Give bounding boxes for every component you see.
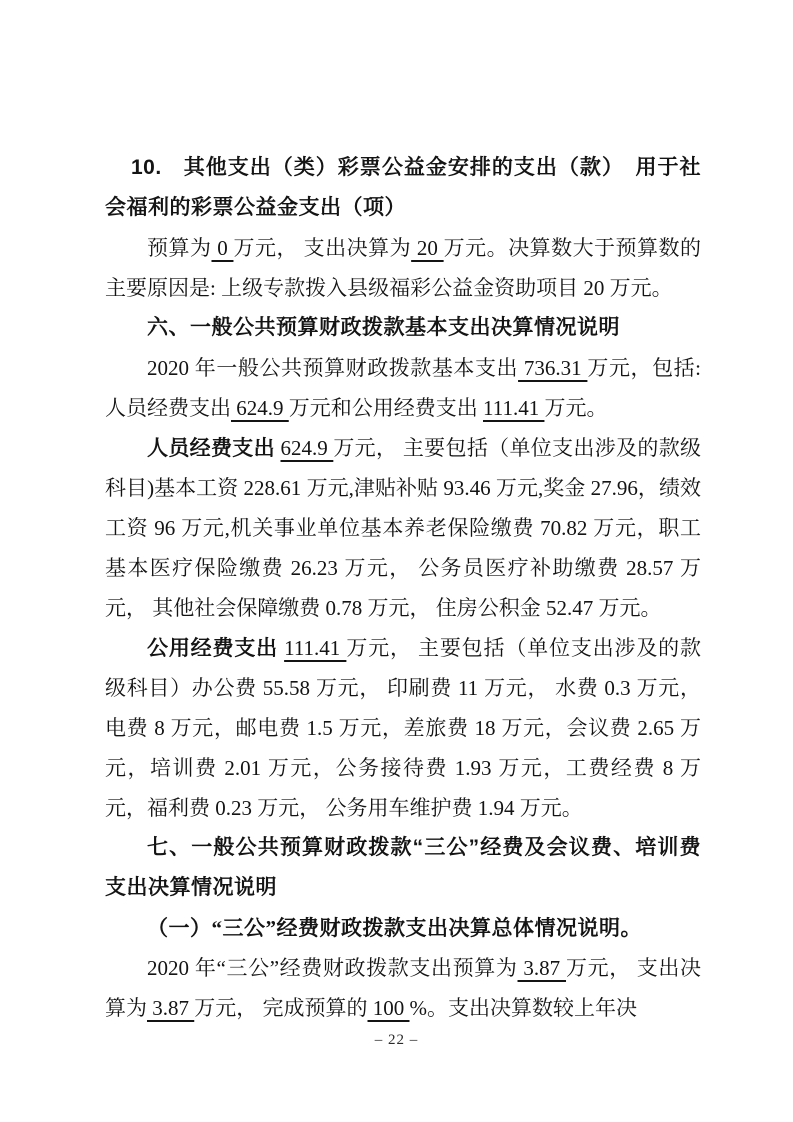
text-run: 2020 年“三公”经费财政拨款支出预算为 [147,956,518,980]
para-budget-vs-final [105,228,701,308]
para-personnel-expenditure [105,428,701,628]
text-run: 万元， 主要包括（单位支出涉及的款级科目)基本工资 228.61 万元,津贴补贴 93.46 万元,奖金 27.96，绩效工资 96 万元,机关事业单位基本养老保险缴费 70.82 万元，职工基本医疗保险缴费 26.23 万元， 公务员医疗补助缴费 28.57 万元， 其他社会保障缴费 0.78 万元， 住房公积金 52.47 万元。 [105,436,702,620]
underlined-value: 3.87 [517,956,567,980]
underlined-value: 0 [211,236,234,260]
text-run: 万元和公用经费支出 [288,396,483,420]
text-run: 预算为 [147,236,212,260]
heading-subsection-1 [105,908,701,948]
text-run: 七、一般公共预算财政拨款“三公”经费及会议费、培训费支出决算情况说明 [105,836,701,899]
underlined-value: 3.87 [147,996,195,1020]
text-run: 公用经费支出 [147,636,285,660]
underlined-value: 100 [367,996,410,1020]
text-run: 万元，包括: 人员经费支出 [105,356,702,420]
text-run: 人员经费支出 [147,436,281,460]
underlined-value: 736.31 [518,356,588,380]
text-run: 10. 其他支出（类）彩票公益金安排的支出（款） 用于社会福利的彩票公益金支出（项） [105,156,701,219]
underlined-value: 111.41 [483,396,545,420]
document-body [105,148,701,1028]
page-number: – 22 – [374,1032,419,1048]
text-run: 万元。 [544,396,608,420]
underlined-value: 111.41 [284,636,347,660]
text-run: 万元， 支出决算为 [233,236,412,260]
heading-item-10 [105,148,701,228]
text-run: （一）“三公”经费财政拨款支出决算总体情况说明。 [147,916,642,940]
underlined-value: 624.9 [231,396,289,420]
text-run: 万元， 完成预算的 [194,996,368,1020]
text-run: 2020 年一般公共预算财政拨款基本支出 [147,356,519,380]
heading-section-7 [105,828,701,908]
para-three-public-expenses [105,948,701,1028]
para-public-expenditure [105,628,701,828]
text-run: 六、一般公共预算财政拨款基本支出决算情况说明 [147,316,620,339]
text-run: 万元。决算数大于预算数的主要原因是: 上级专款拨入县级福彩公益金资助项目 20 万元。 [105,236,702,300]
text-run: 万元， 主要包括（单位支出涉及的款级科目）办公费 55.58 万元， 印刷费 11 万元， 水费 0.3 万元，电费 8 万元，邮电费 1.5 万元，差旅费 18 万元，会议费 2.65 万元，培训费 2.01 万元，公务接待费 1.93 万元，工费经费 8 万元，福利费 0.23 万元， 公务用车维护费 1.94 万元。 [105,636,702,820]
para-basic-expenditure [105,348,701,428]
text-run: 万元， 支出决算为 [105,956,702,1020]
underlined-value: 20 [411,236,444,260]
page-footer [0,1032,793,1049]
text-run: %。支出决算数较上年决 [409,996,637,1020]
heading-section-6 [105,308,701,348]
underlined-value: 624.9 [280,436,334,460]
